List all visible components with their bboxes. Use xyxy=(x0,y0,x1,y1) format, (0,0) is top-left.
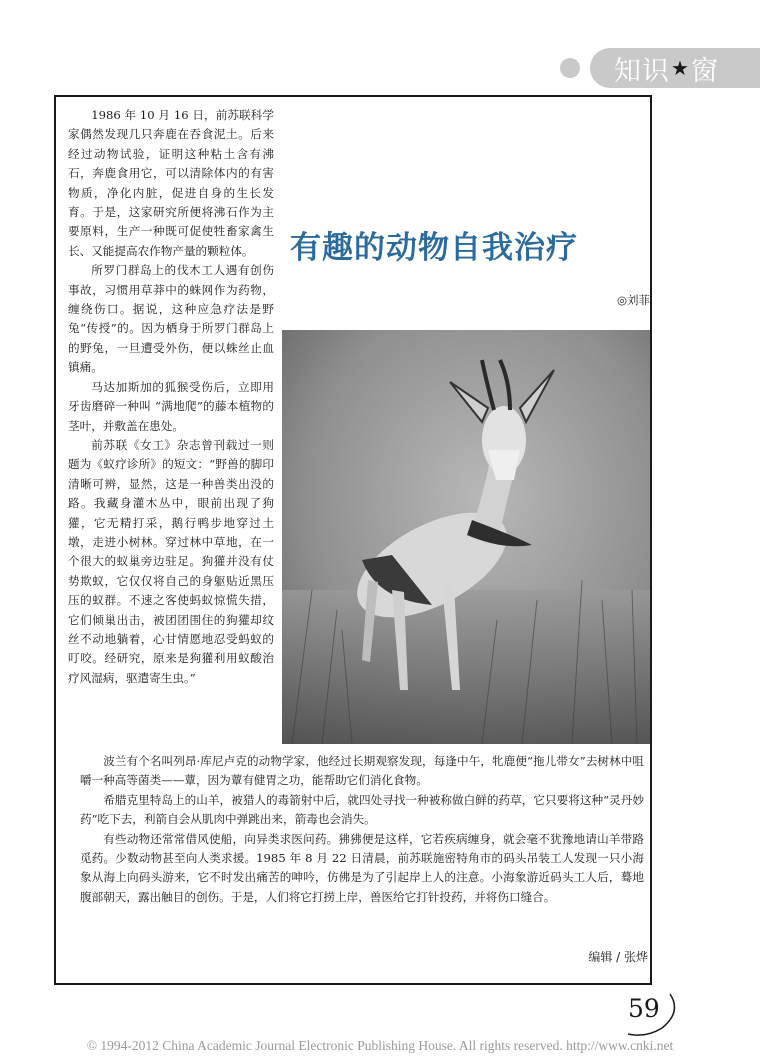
star-icon: ★ xyxy=(671,56,690,80)
paragraph: 前苏联《女工》杂志曾刊载过一则题为《蚁疗诊所》的短文：“野兽的脚印清晰可辨，显然，这是一种兽类出没的路。我藏身灌木丛中，眼前出现了狗獾，它无精打采，鹅行鸭步地穿过土墩，走进小树林。穿过林中草地，在一个很大的蚁巢旁边驻足。狗獾并没有仗势欺蚁，它仅仅将自己的身躯贴近黑压压的蚁群。不速之客使蚂蚁惊慌失措，它们倾巢出击，被团团围住的狗獾却纹丝不动地躺着，心甘情愿地忍受蚂蚁的叮咬。经研究，原来是狗獾利用蚁酸治疗风湿病，驱遣寄生虫。” xyxy=(68,437,274,685)
header-dot xyxy=(560,58,580,78)
paragraph: 1986 年 10 月 16 日，前苏联科学家偶然发现几只奔鹿在吞食泥土。后来经过动物试验，证明这种粘土含有沸石，奔鹿食用它，可以清除体内的有害物质，净化内脏，促进自身的生长发育。于是，这家研究所便将沸石作为主要原料，生产一种既可促使牲畜家禽生长、又能提高农作物产量的颗粒体。 xyxy=(68,108,274,258)
page-number-text: 59 xyxy=(628,994,660,1023)
section-label-right: 窗 xyxy=(690,55,719,87)
author-byline: ◎刘菲 xyxy=(616,293,650,307)
gazelle-photo xyxy=(282,330,650,744)
editor-credit: 编辑 / 张烨 xyxy=(588,950,648,964)
full-width-text xyxy=(80,752,644,907)
paragraph: 有些动物还常常借风使船，向异类求医问药。狒狒便是这样，它若疾病缠身，就会毫不犹豫地请山羊带路觅药。少数动物甚至向人类求援。1985 年 8 月 22 日清晨，前苏联施密特角市的码头吊装工人发现一只小海象从海上向码头游来，它不时发出痛苦的呻吟，仿佛是为了引起岸上人的注意。小海象游近码头工人后，蓦地腹部朝天，露出触目的创伤。于是，人们将它打捞上岸，兽医给它打针投药，并将伤口缝合。 xyxy=(80,831,644,904)
left-column xyxy=(68,106,274,688)
paragraph: 希腊克里特岛上的山羊，被猎人的毒箭射中后，就四处寻找一种被称做白鲜的药草，它只要将这种“灵丹妙药”吃下去，利箭自会从肌肉中弹跳出来，箭毒也会消失。 xyxy=(80,792,644,827)
paragraph: 波兰有个名叫列昂·库尼卢克的动物学家，他经过长期观察发现，每逢中午，牝鹿便“拖儿带女”去树林中咀嚼一种高等菌类——蕈，因为蕈有健胃之功，能帮助它们消化食物。 xyxy=(80,754,644,788)
paragraph: 所罗门群岛上的伐木工人遇有创伤事故，习惯用草莽中的蛛网作为药物，缠绕伤口。据说，这种应急疗法是野兔“传授”的。因为栖身于所罗门群岛上的野兔，一旦遭受外伤，便以蛛丝止血镇痛。 xyxy=(68,263,274,375)
paragraph: 马达加斯加的狐猴受伤后，立即用牙齿磨碎一种叫 “满地爬”的藤本植物的茎叶，并敷盖在患处。 xyxy=(68,379,274,433)
section-label-left: 知识 xyxy=(614,55,670,87)
section-header-tab xyxy=(590,48,760,88)
page-number xyxy=(622,990,682,1040)
copyright-footer: © 1994-2012 China Academic Journal Electronic Publishing House. All rights reserved. http://www.cnki.net xyxy=(86,1038,674,1053)
article-title: 有趣的动物自我治疗 xyxy=(290,230,578,266)
